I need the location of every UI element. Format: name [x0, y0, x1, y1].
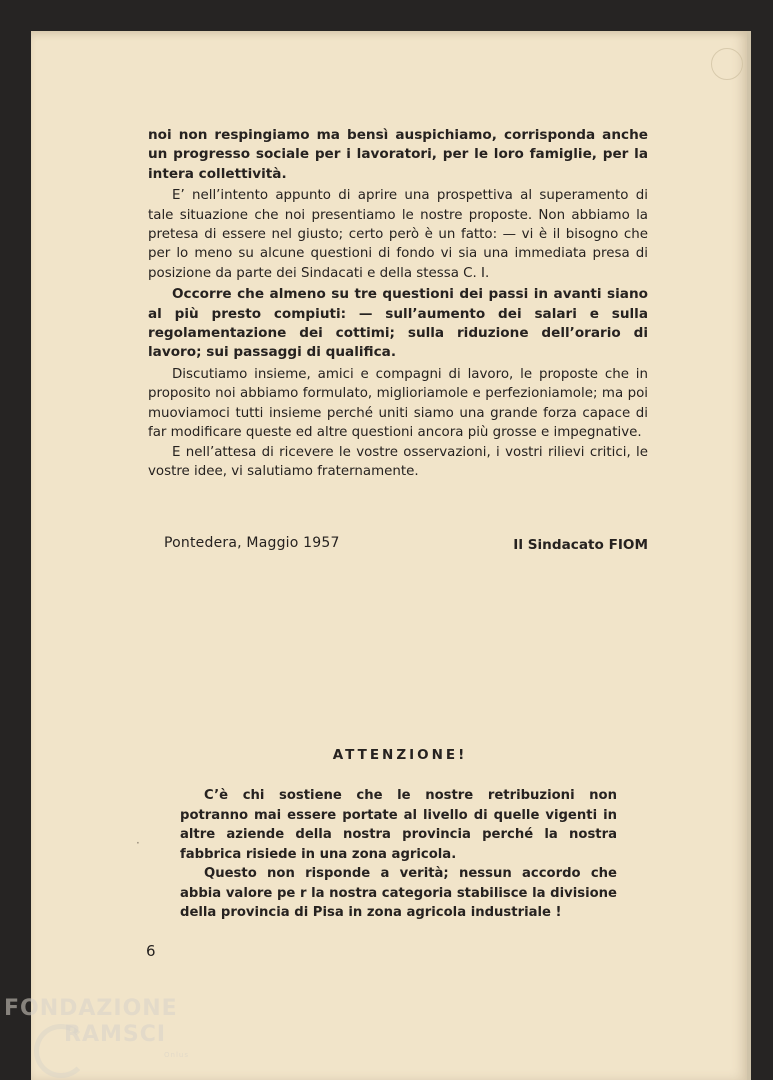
watermark-line1: FONDAZIONE — [4, 996, 178, 1021]
notice-title: ATTENZIONE! — [332, 747, 468, 763]
paragraph-4: Discutiamo insieme, amici e compagni di lavoro, le proposte che in proposito noi abbiamo formulato, miglioriamole e perfezioniamole; ma poi muoviamoci tutti insieme perché uniti siamo una grande forza capace di far modificare queste ed altre questioni ancora più grosse e impegnative. — [148, 366, 648, 441]
notice-paragraph-2: Questo non risponde a verità; nessun accordo che abbia valore pe r la nostra categoria stabilisce la divisione della provincia di Pisa in zona agricola industriale ! — [180, 866, 617, 920]
paragraph-2: E’ nell’intento appunto di aprire una prospettiva al superamento di tale situazione che noi presentiamo le nostre proposte. Non abbiamo la pretesa di essere nel giusto; certo però è un fatto: — vi è il bisogno che per lo meno su alcune questioni di fondo vi sia una immediata presa di posizione da parte dei Sindacati e della stessa C. I. — [148, 188, 648, 281]
paragraph-3: Occorre che almeno su tre questioni dei passi in avanti siano al più presto compiuti: — sull’aumento dei salari e sulla regolamentazione dei cottimi; sulla riduzione dell’orario di lavoro; sui passaggi di qualifica. — [148, 286, 648, 361]
signature-row — [164, 535, 648, 557]
notice-paragraph-1: C’è chi sostiene che le nostre retribuzioni non potranno mai essere portate al livello di quelle vigenti in altre aziende della nostra provincia perché la nostra fabbrica risiede in una zona agricola. — [180, 788, 617, 862]
watermark-line3: Onlus — [164, 1051, 189, 1059]
paragraph-1: noi non respingiamo ma bensì auspichiamo, corrisponda anche un progresso sociale per i lavoratori, per le loro famiglie, per la intera collettività. — [148, 127, 648, 182]
fondazione-gramsci-watermark — [4, 996, 204, 1076]
watermark-line2: RAMSCI — [64, 1022, 167, 1047]
notice-text — [180, 786, 617, 923]
signature: Il Sindacato FIOM — [513, 537, 648, 553]
body-text — [148, 126, 648, 481]
place-date: Pontedera, Maggio 1957 — [164, 535, 340, 551]
margin-mark: · — [136, 836, 140, 850]
page-number: 6 — [146, 942, 156, 960]
page-edge — [747, 31, 751, 1080]
paragraph-5: E nell’attesa di ricevere le vostre osservazioni, i vostri rilievi critici, le vostre idee, vi salutiamo fraternamente. — [148, 444, 648, 479]
archive-stamp-icon — [711, 48, 743, 80]
